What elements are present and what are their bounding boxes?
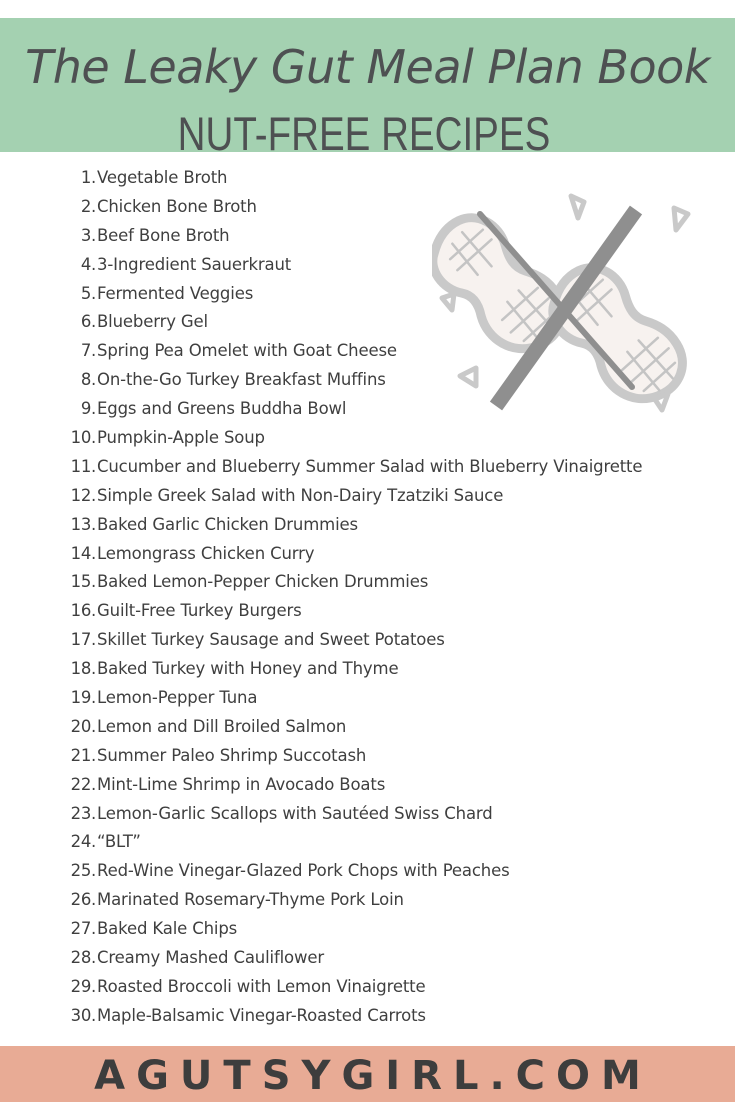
- crumb-icon: [460, 368, 476, 386]
- recipe-name: Baked Kale Chips: [97, 919, 238, 939]
- page-subtitle: NUT-FREE RECIPES: [177, 107, 551, 160]
- recipe-name: Creamy Mashed Cauliflower: [97, 948, 324, 968]
- peanut-left-icon: [432, 203, 577, 367]
- recipe-name: Blueberry Gel: [97, 312, 208, 332]
- recipe-item: [0, 713, 735, 742]
- book-title: The Leaky Gut Meal Plan Book: [25, 40, 710, 94]
- recipe-number: 13.: [70, 514, 96, 534]
- recipe-number: 12.: [70, 485, 96, 505]
- recipe-name: Baked Lemon-Pepper Chicken Drummies: [97, 572, 429, 592]
- crumb-icon: [571, 196, 584, 218]
- recipe-item: [0, 857, 735, 886]
- recipe-item: [0, 771, 735, 800]
- recipe-name: 3-Ingredient Sauerkraut: [97, 254, 292, 274]
- recipe-number: 3.: [80, 225, 96, 245]
- recipe-number: 19.: [70, 688, 96, 708]
- recipe-number: 20.: [70, 716, 96, 736]
- recipe-item: [0, 597, 735, 626]
- recipe-number: 9.: [80, 399, 96, 419]
- recipe-name: Lemongrass Chicken Curry: [97, 543, 315, 563]
- recipe-name: Lemon-Garlic Scallops with Sautéed Swiss Chard: [97, 803, 493, 823]
- recipe-item: [0, 742, 735, 771]
- crumb-icon: [442, 294, 454, 310]
- recipe-number: 10.: [70, 428, 96, 448]
- header-banner: [0, 18, 735, 160]
- recipe-name: Marinated Rosemary-Thyme Pork Loin: [97, 890, 404, 910]
- crossed-out-peanuts-icon: [432, 182, 702, 434]
- recipe-number: 2.: [80, 196, 96, 216]
- recipe-item: [0, 800, 735, 829]
- recipe-name: On-the-Go Turkey Breakfast Muffins: [97, 370, 386, 390]
- recipe-name: Baked Garlic Chicken Drummies: [97, 514, 358, 534]
- recipe-name: Simple Greek Salad with Non-Dairy Tzatziki Sauce: [97, 485, 504, 505]
- recipe-number: 28.: [70, 948, 96, 968]
- recipe-number: 11.: [70, 456, 96, 476]
- recipe-number: 30.: [70, 1005, 96, 1025]
- recipe-number: 27.: [70, 919, 96, 939]
- recipe-name: Guilt-Free Turkey Burgers: [97, 601, 302, 621]
- recipe-number: 29.: [70, 976, 96, 996]
- recipe-name: Fermented Veggies: [97, 283, 254, 303]
- recipe-item: [0, 1002, 735, 1031]
- recipe-item: [0, 655, 735, 684]
- recipe-name: “BLT”: [97, 832, 141, 852]
- recipe-number: 8.: [80, 370, 96, 390]
- recipe-name: Vegetable Broth: [97, 168, 228, 187]
- recipe-name: Eggs and Greens Buddha Bowl: [97, 399, 347, 419]
- recipe-name: Lemon and Dill Broiled Salmon: [97, 716, 347, 736]
- recipe-name: Maple-Balsamic Vinegar-Roasted Carrots: [97, 1005, 426, 1025]
- recipe-item: [0, 540, 735, 569]
- recipe-item: [0, 886, 735, 915]
- recipe-number: 14.: [70, 543, 96, 563]
- recipe-item: [0, 944, 735, 973]
- recipe-number: 6.: [80, 312, 96, 332]
- recipe-item: [0, 511, 735, 540]
- recipe-name: Mint-Lime Shrimp in Avocado Boats: [97, 774, 386, 794]
- recipe-number: 17.: [70, 630, 96, 650]
- crumb-icon: [674, 208, 688, 230]
- recipe-number: 26.: [70, 890, 96, 910]
- recipe-name: Beef Bone Broth: [97, 225, 230, 245]
- website-name: AGUTSYGIRL.COM: [94, 1053, 652, 1099]
- recipe-number: 21.: [70, 745, 96, 765]
- recipe-number: 23.: [70, 803, 96, 823]
- recipe-number: 1.: [80, 168, 96, 187]
- recipe-number: 7.: [80, 341, 96, 361]
- recipe-number: 5.: [80, 283, 96, 303]
- recipe-number: 16.: [70, 601, 96, 621]
- peanut-right-icon: [538, 253, 697, 417]
- recipe-number: 4.: [80, 254, 96, 274]
- recipe-name: Red-Wine Vinegar-Glazed Pork Chops with Peaches: [97, 861, 510, 881]
- recipe-item: [0, 973, 735, 1002]
- recipe-name: Spring Pea Omelet with Goat Cheese: [97, 341, 397, 361]
- recipe-number: 25.: [70, 861, 96, 881]
- recipe-item: [0, 828, 735, 857]
- recipe-item: [0, 453, 735, 482]
- recipe-number: 15.: [70, 572, 96, 592]
- recipe-number: 22.: [70, 774, 96, 794]
- recipe-item: [0, 626, 735, 655]
- recipe-item: [0, 684, 735, 713]
- footer-banner: [0, 1046, 735, 1102]
- recipe-name: Lemon-Pepper Tuna: [97, 688, 258, 708]
- recipe-name: Skillet Turkey Sausage and Sweet Potatoes: [97, 630, 445, 650]
- crumb-icon: [654, 394, 668, 410]
- recipe-name: Cucumber and Blueberry Summer Salad with Blueberry Vinaigrette: [97, 456, 643, 476]
- recipe-name: Summer Paleo Shrimp Succotash: [97, 745, 367, 765]
- recipe-item: [0, 482, 735, 511]
- recipe-number: 24.: [70, 832, 96, 852]
- recipe-name: Pumpkin-Apple Soup: [97, 428, 265, 448]
- recipe-name: Baked Turkey with Honey and Thyme: [97, 659, 399, 679]
- recipe-item: [0, 915, 735, 944]
- recipe-name: Roasted Broccoli with Lemon Vinaigrette: [97, 976, 426, 996]
- recipe-number: 18.: [70, 659, 96, 679]
- recipe-name: Chicken Bone Broth: [97, 196, 257, 216]
- recipe-item: [0, 568, 735, 597]
